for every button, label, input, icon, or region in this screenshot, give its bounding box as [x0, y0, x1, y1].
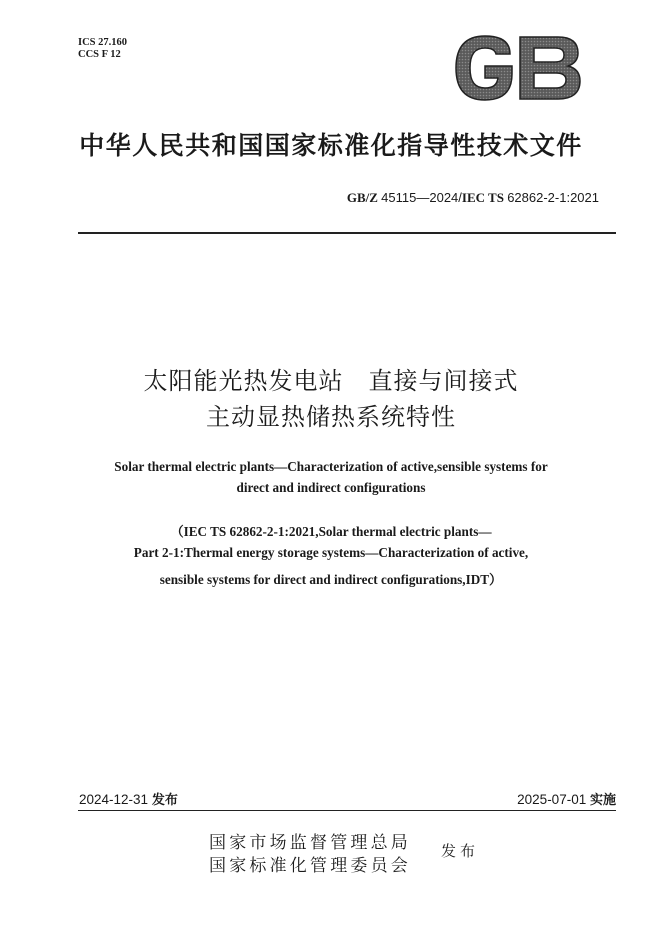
top-divider: [78, 232, 616, 234]
iec-prefix: IEC TS: [461, 190, 504, 205]
implementation-date-value: 2025-07-01: [517, 792, 587, 807]
standard-number-value: 45115—2024/: [381, 190, 462, 205]
gb-logo: [452, 34, 582, 102]
issue-label: 发布: [151, 793, 178, 808]
reference-line-1: （IEC TS 62862-2-1:2021,Solar thermal electric plants—: [170, 524, 492, 539]
issuer-line-1: 国家市场监督管理总局: [209, 833, 411, 853]
issue-date: [79, 789, 178, 808]
english-title-line-2: direct and indirect configurations: [236, 480, 426, 495]
gb-logo-graphic: [452, 34, 582, 102]
ccs-code: CCS F 12: [78, 49, 121, 60]
publish-label: 发布: [441, 842, 480, 860]
chinese-title-line-1: 太阳能光热发电站 直接与间接式: [143, 367, 519, 395]
bottom-divider: [78, 810, 616, 811]
document-category-title: 中华人民共和国国家标准化指导性技术文件: [79, 131, 583, 160]
chinese-title-line-2: 主动显热储热系统特性: [206, 403, 456, 431]
issuer-line-2: 国家标准化管理委员会: [209, 856, 411, 876]
reference-line-2: Part 2-1:Thermal energy storage systems—Characterization of active,: [133, 545, 529, 560]
iec-number: 62862-2-1:2021: [507, 190, 599, 205]
reference-line-3: sensible systems for direct and indirect configurations,IDT）: [159, 572, 503, 587]
implementation-date: [517, 789, 616, 808]
english-title-line-1: Solar thermal electric plants—Characterization of active,sensible systems for: [114, 459, 548, 474]
standard-prefix: GB/Z: [346, 190, 378, 205]
ics-code: ICS 27.160: [78, 37, 128, 48]
classification-codes: [78, 37, 127, 61]
issue-date-value: 2024-12-31: [79, 792, 149, 807]
implementation-label: 实施: [589, 793, 616, 808]
standard-number: [347, 190, 599, 206]
